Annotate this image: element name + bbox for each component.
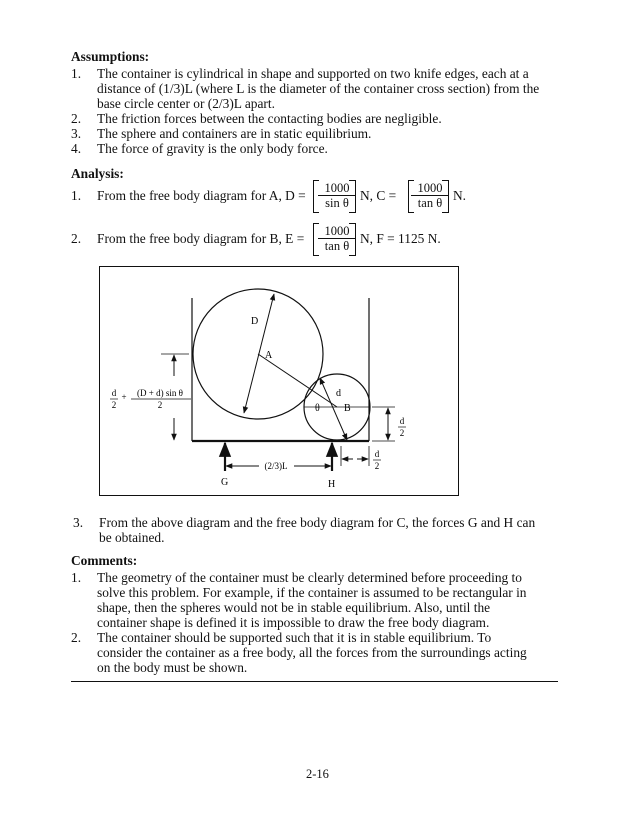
c-left-bracket-bottom: [408, 212, 414, 213]
e-right-bracket: [355, 223, 356, 256]
comment-2-line-3: on the body must be shown.: [97, 660, 248, 675]
analysis-3-line-2: be obtained.: [99, 530, 165, 545]
assumption-1-line-2: distance of (1/3)L (where L is the diameter of the container cross section) from the: [97, 81, 540, 96]
e-numerator: 1000: [318, 224, 356, 239]
comment-2-number: 2.: [71, 630, 82, 645]
left-dim-num-2: (D + d) sin θ: [137, 388, 183, 398]
c-left-bracket: [408, 180, 409, 213]
analysis-2-suffix: N, F = 1125 N.: [360, 231, 441, 246]
comment-1-line-1: The geometry of the container must be clearly determined before proceeding to: [97, 570, 522, 585]
analysis-1-prefix: From the free body diagram for A, D =: [97, 188, 306, 203]
label-theta: θ: [315, 403, 320, 414]
d-right-bracket: [355, 180, 356, 213]
comment-1-line-3: shape, then the spheres would not be in stable equilibrium. Also, until the: [97, 600, 491, 615]
assumption-3-line-1: The sphere and containers are in static equilibrium.: [97, 126, 372, 141]
assumption-1-line-3: base circle center or (2/3)L apart.: [97, 96, 275, 111]
left-dim-den-1: 2: [111, 400, 117, 410]
assumption-3-number: 3.: [71, 126, 82, 141]
e-fraction: [318, 224, 356, 253]
label-h: H: [328, 479, 336, 490]
comments-heading: Comments:: [71, 553, 138, 568]
c-right-bracket-bottom: [442, 212, 448, 213]
comment-2-line-1: The container should be supported such that it is in stable equilibrium. To: [97, 630, 492, 645]
label-a: A: [265, 350, 273, 361]
e-left-bracket-bottom: [313, 255, 319, 256]
assumption-1-line-1: The container is cylindrical in shape and supported on two knife edges, each at a: [97, 66, 529, 81]
analysis-heading: Analysis:: [71, 166, 124, 181]
analysis-1-mid: N, C =: [360, 188, 397, 203]
assumption-4-number: 4.: [71, 141, 82, 156]
bottom-dim-num: d: [374, 449, 380, 459]
label-d-large: D: [251, 316, 259, 327]
analysis-2-number: 2.: [71, 231, 82, 246]
d-left-bracket-bottom: [313, 212, 319, 213]
right-dim-den: 2: [399, 428, 405, 438]
e-right-bracket-bottom: [349, 255, 355, 256]
comment-2-line-2: consider the container as a free body, all the forces from the surroundings acting: [97, 645, 527, 660]
label-d-small: d: [336, 388, 341, 399]
label-b: B: [344, 403, 351, 414]
label-span: (2/3)L: [264, 461, 288, 471]
assumptions-heading: Assumptions:: [71, 49, 150, 64]
e-left-bracket: [313, 223, 314, 256]
d-fraction: [318, 181, 356, 210]
analysis-3-line-1: From the above diagram and the free body diagram for C, the forces G and H can: [99, 515, 536, 530]
c-right-bracket: [448, 180, 449, 213]
left-dim-plus: +: [121, 392, 127, 402]
comment-1-line-2: solve this problem. For example, if the container is assumed to be rectangular in: [97, 585, 527, 600]
c-fraction: [411, 181, 449, 210]
d-right-bracket-top: [349, 180, 355, 181]
free-body-diagram: [99, 266, 459, 496]
right-dim-num: d: [399, 416, 405, 426]
analysis-1-suffix: N.: [453, 188, 467, 203]
d-numerator: 1000: [318, 181, 356, 196]
analysis-3-number: 3.: [73, 515, 84, 530]
analysis-1-number: 1.: [71, 188, 82, 203]
bottom-dim-den: 2: [374, 461, 380, 471]
c-right-bracket-top: [442, 180, 448, 181]
left-dim-den-2: 2: [157, 400, 163, 410]
comment-1-number: 1.: [71, 570, 82, 585]
d-denominator: sin θ: [325, 196, 349, 210]
c-denominator: tan θ: [417, 196, 443, 210]
assumption-4-line-1: The force of gravity is the only body force.: [97, 141, 328, 156]
comment-1-line-4: container shape is defined it is impossible to draw the free body diagram.: [97, 615, 490, 630]
analysis-2-prefix: From the free body diagram for B, E =: [97, 231, 305, 246]
d-right-bracket-bottom: [349, 212, 355, 213]
section-divider: [71, 681, 558, 682]
page-number: 2-16: [306, 767, 329, 781]
centre-line-ab: [258, 354, 337, 407]
left-dim-num-1: d: [111, 388, 117, 398]
label-g: G: [221, 477, 229, 488]
c-numerator: 1000: [411, 181, 449, 196]
assumption-2-number: 2.: [71, 111, 82, 126]
diameter-small-d-arrow: [320, 378, 347, 440]
assumption-1-number: 1.: [71, 66, 82, 81]
assumption-2-line-1: The friction forces between the contacting bodies are negligible.: [97, 111, 442, 126]
e-right-bracket-top: [349, 223, 355, 224]
e-denominator: tan θ: [324, 239, 350, 253]
